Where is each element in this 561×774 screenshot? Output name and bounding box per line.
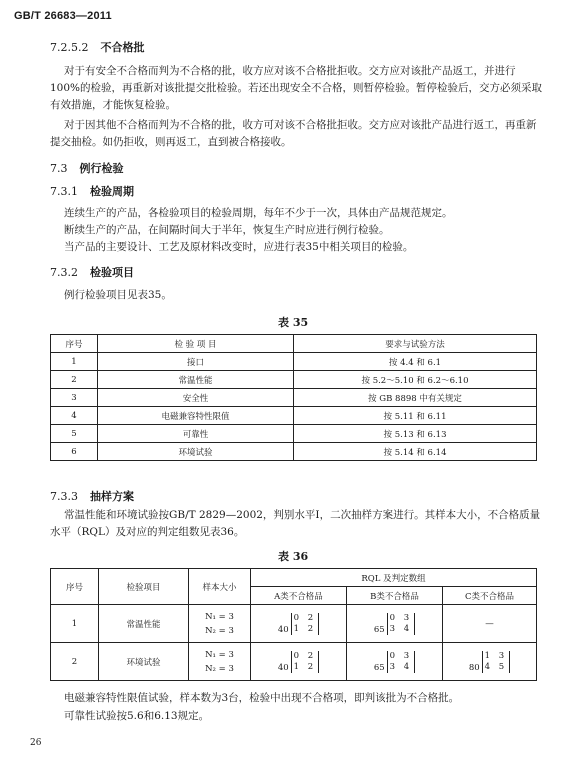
table-cell: 安全性: [98, 389, 294, 407]
column-header: A类不合格品: [251, 587, 347, 605]
standard-header: GB/T 26683—2011: [14, 10, 112, 22]
table-cell: 1: [51, 605, 99, 643]
table-cell: 按 5.2～5.10 和 6.2～6.10: [294, 371, 537, 389]
page-number: 26: [30, 738, 42, 748]
table-header-row: [51, 335, 537, 353]
sample-size-cell: [189, 643, 251, 681]
matrix-row: 0 2: [293, 612, 317, 623]
column-header: 检验项目: [99, 569, 189, 605]
table-cell: 环境试验: [99, 643, 189, 681]
table-cell: 按 5.11 和 6.11: [294, 407, 537, 425]
table-cell: 常温性能: [98, 371, 294, 389]
paragraph-sampling-plan: 常温性能和环境试验按GB/T 2829—2002，判别水平Ⅰ，二次抽样方案进行。其样本大小，不合格质量水平（RQL）及对应的判定组数见表36。: [50, 509, 541, 538]
decision-matrix: [374, 613, 415, 635]
section-732-heading: [50, 264, 134, 280]
table-cell: 接口: [98, 353, 294, 371]
paragraph-reliability-test: 可靠性试验按5.6和6.13规定。: [64, 710, 210, 722]
table-cell: 6: [51, 443, 98, 461]
column-header: 序号: [51, 569, 99, 605]
paragraph-nonconforming-other: 对于因其他不合格而判为不合格的批，收方可对该不合格批拒收。交方应对该批产品进行返工，再重新提交抽检。如仍拒收，则再返工，直到被合格接收。: [50, 119, 537, 148]
table-cell: 按 4.4 和 6.1: [294, 353, 537, 371]
table-row: [51, 605, 537, 643]
table-cell: 4: [51, 407, 98, 425]
table-header-row: [51, 569, 537, 587]
matrix-row: 4 5: [484, 661, 508, 672]
decision-matrix-cell: [251, 605, 347, 643]
paragraph-nonconforming-safety: 对于有安全不合格而判为不合格的批，收方应对该不合格批拒收。交方应对该批产品返工，并进行100%的检验，再重新对该批提交批检验。若还出现安全不合格，则暂停检验。暂停检验后，交方必须采取有效措施，才能恢复检验。: [50, 65, 543, 111]
section-731-heading: [50, 183, 134, 199]
matrix-row: 1 3: [484, 650, 508, 661]
paragraph-intermittent-production: 断续生产的产品，在间隔时间大于半年，恢复生产时应进行例行检验。: [64, 224, 390, 236]
matrix-row: 0 3: [389, 650, 413, 661]
matrix-row: 0 3: [389, 612, 413, 623]
paragraph-design-change: 当产品的主要设计、工艺及原材料改变时，应进行表35中相关项目的检验。: [64, 241, 414, 253]
decision-matrix-cell: [347, 643, 443, 681]
decision-matrix: [469, 651, 510, 673]
table-row: [51, 407, 537, 425]
section-7252-heading: [50, 39, 144, 55]
matrix-row: 3 4: [389, 661, 413, 672]
matrix-row: 1 2: [293, 623, 317, 634]
sample-size-second: N₂ = 3: [205, 663, 234, 674]
table-cell: 环境试验: [98, 443, 294, 461]
section-title: 检验项目: [90, 266, 134, 279]
paragraph-emc-test: 电磁兼容特性限值试验，样本数为3台，检验中出现不合格项，即判该批为不合格批。: [64, 692, 460, 704]
table-36: [50, 568, 537, 681]
decision-matrix-cell: [347, 605, 443, 643]
table35-caption: 表 35: [278, 316, 309, 329]
table-cell: 1: [51, 353, 98, 371]
paragraph-continuous-production: 连续生产的产品，各检验项目的检验周期，每年不少于一次，具体由产品规范规定。: [64, 207, 453, 219]
table-cell: 按 5.14 和 6.14: [294, 443, 537, 461]
rql-value: 65: [373, 662, 385, 673]
rql-value: 40: [277, 662, 289, 673]
section-73-heading: [50, 160, 124, 176]
column-header: 要求与试验方法: [294, 335, 537, 353]
table-cell: 常温性能: [99, 605, 189, 643]
decision-matrix-cell: [443, 643, 537, 681]
table36-caption: 表 36: [278, 550, 309, 563]
section-number: 7.2.5.2: [50, 41, 89, 54]
section-number: 7.3.3: [50, 490, 78, 503]
matrix-row: 0 2: [293, 650, 317, 661]
column-header: B类不合格品: [347, 587, 443, 605]
section-title: 例行检验: [79, 162, 124, 175]
table-35: [50, 334, 537, 461]
sample-size-first: N₁ = 3: [205, 649, 234, 660]
section-title: 检验周期: [90, 185, 134, 198]
table-cell: 5: [51, 425, 98, 443]
table-row: [51, 389, 537, 407]
column-header: C类不合格品: [443, 587, 537, 605]
rql-value: 40: [277, 624, 289, 635]
section-title: 不合格批: [100, 41, 145, 54]
table-row: [51, 371, 537, 389]
matrix-row: 3 4: [389, 623, 413, 634]
table-row: [51, 425, 537, 443]
table-cell: 3: [51, 389, 98, 407]
decision-matrix: [278, 651, 319, 673]
table-cell: —: [443, 605, 537, 643]
section-number: 7.3.2: [50, 266, 78, 279]
section-number: 7.3: [50, 162, 68, 175]
table-row: [51, 643, 537, 681]
decision-matrix-cell: [251, 643, 347, 681]
decision-matrix: [278, 613, 319, 635]
column-header: 序号: [51, 335, 98, 353]
section-title: 抽样方案: [90, 490, 134, 503]
table-cell: 按 5.13 和 6.13: [294, 425, 537, 443]
section-number: 7.3.1: [50, 185, 78, 198]
column-header: 样本大小: [189, 569, 251, 605]
table-row: [51, 353, 537, 371]
sample-size-first: N₁ = 3: [205, 611, 234, 622]
table-cell: 2: [51, 643, 99, 681]
decision-matrix: [374, 651, 415, 673]
rql-value: 80: [468, 662, 480, 673]
table-cell: 电磁兼容特性限值: [98, 407, 294, 425]
column-header: RQL 及判定数组: [251, 569, 537, 587]
table-cell: 按 GB 8898 中有关规定: [294, 389, 537, 407]
table-row: [51, 443, 537, 461]
sample-size-cell: [189, 605, 251, 643]
matrix-row: 1 2: [293, 661, 317, 672]
sample-size-second: N₂ = 3: [205, 625, 234, 636]
paragraph-see-table35: 例行检验项目见表35。: [64, 289, 172, 301]
section-733-heading: [50, 488, 134, 504]
column-header: 检 验 项 目: [98, 335, 294, 353]
table-cell: 可靠性: [98, 425, 294, 443]
rql-value: 65: [373, 624, 385, 635]
table-cell: 2: [51, 371, 98, 389]
